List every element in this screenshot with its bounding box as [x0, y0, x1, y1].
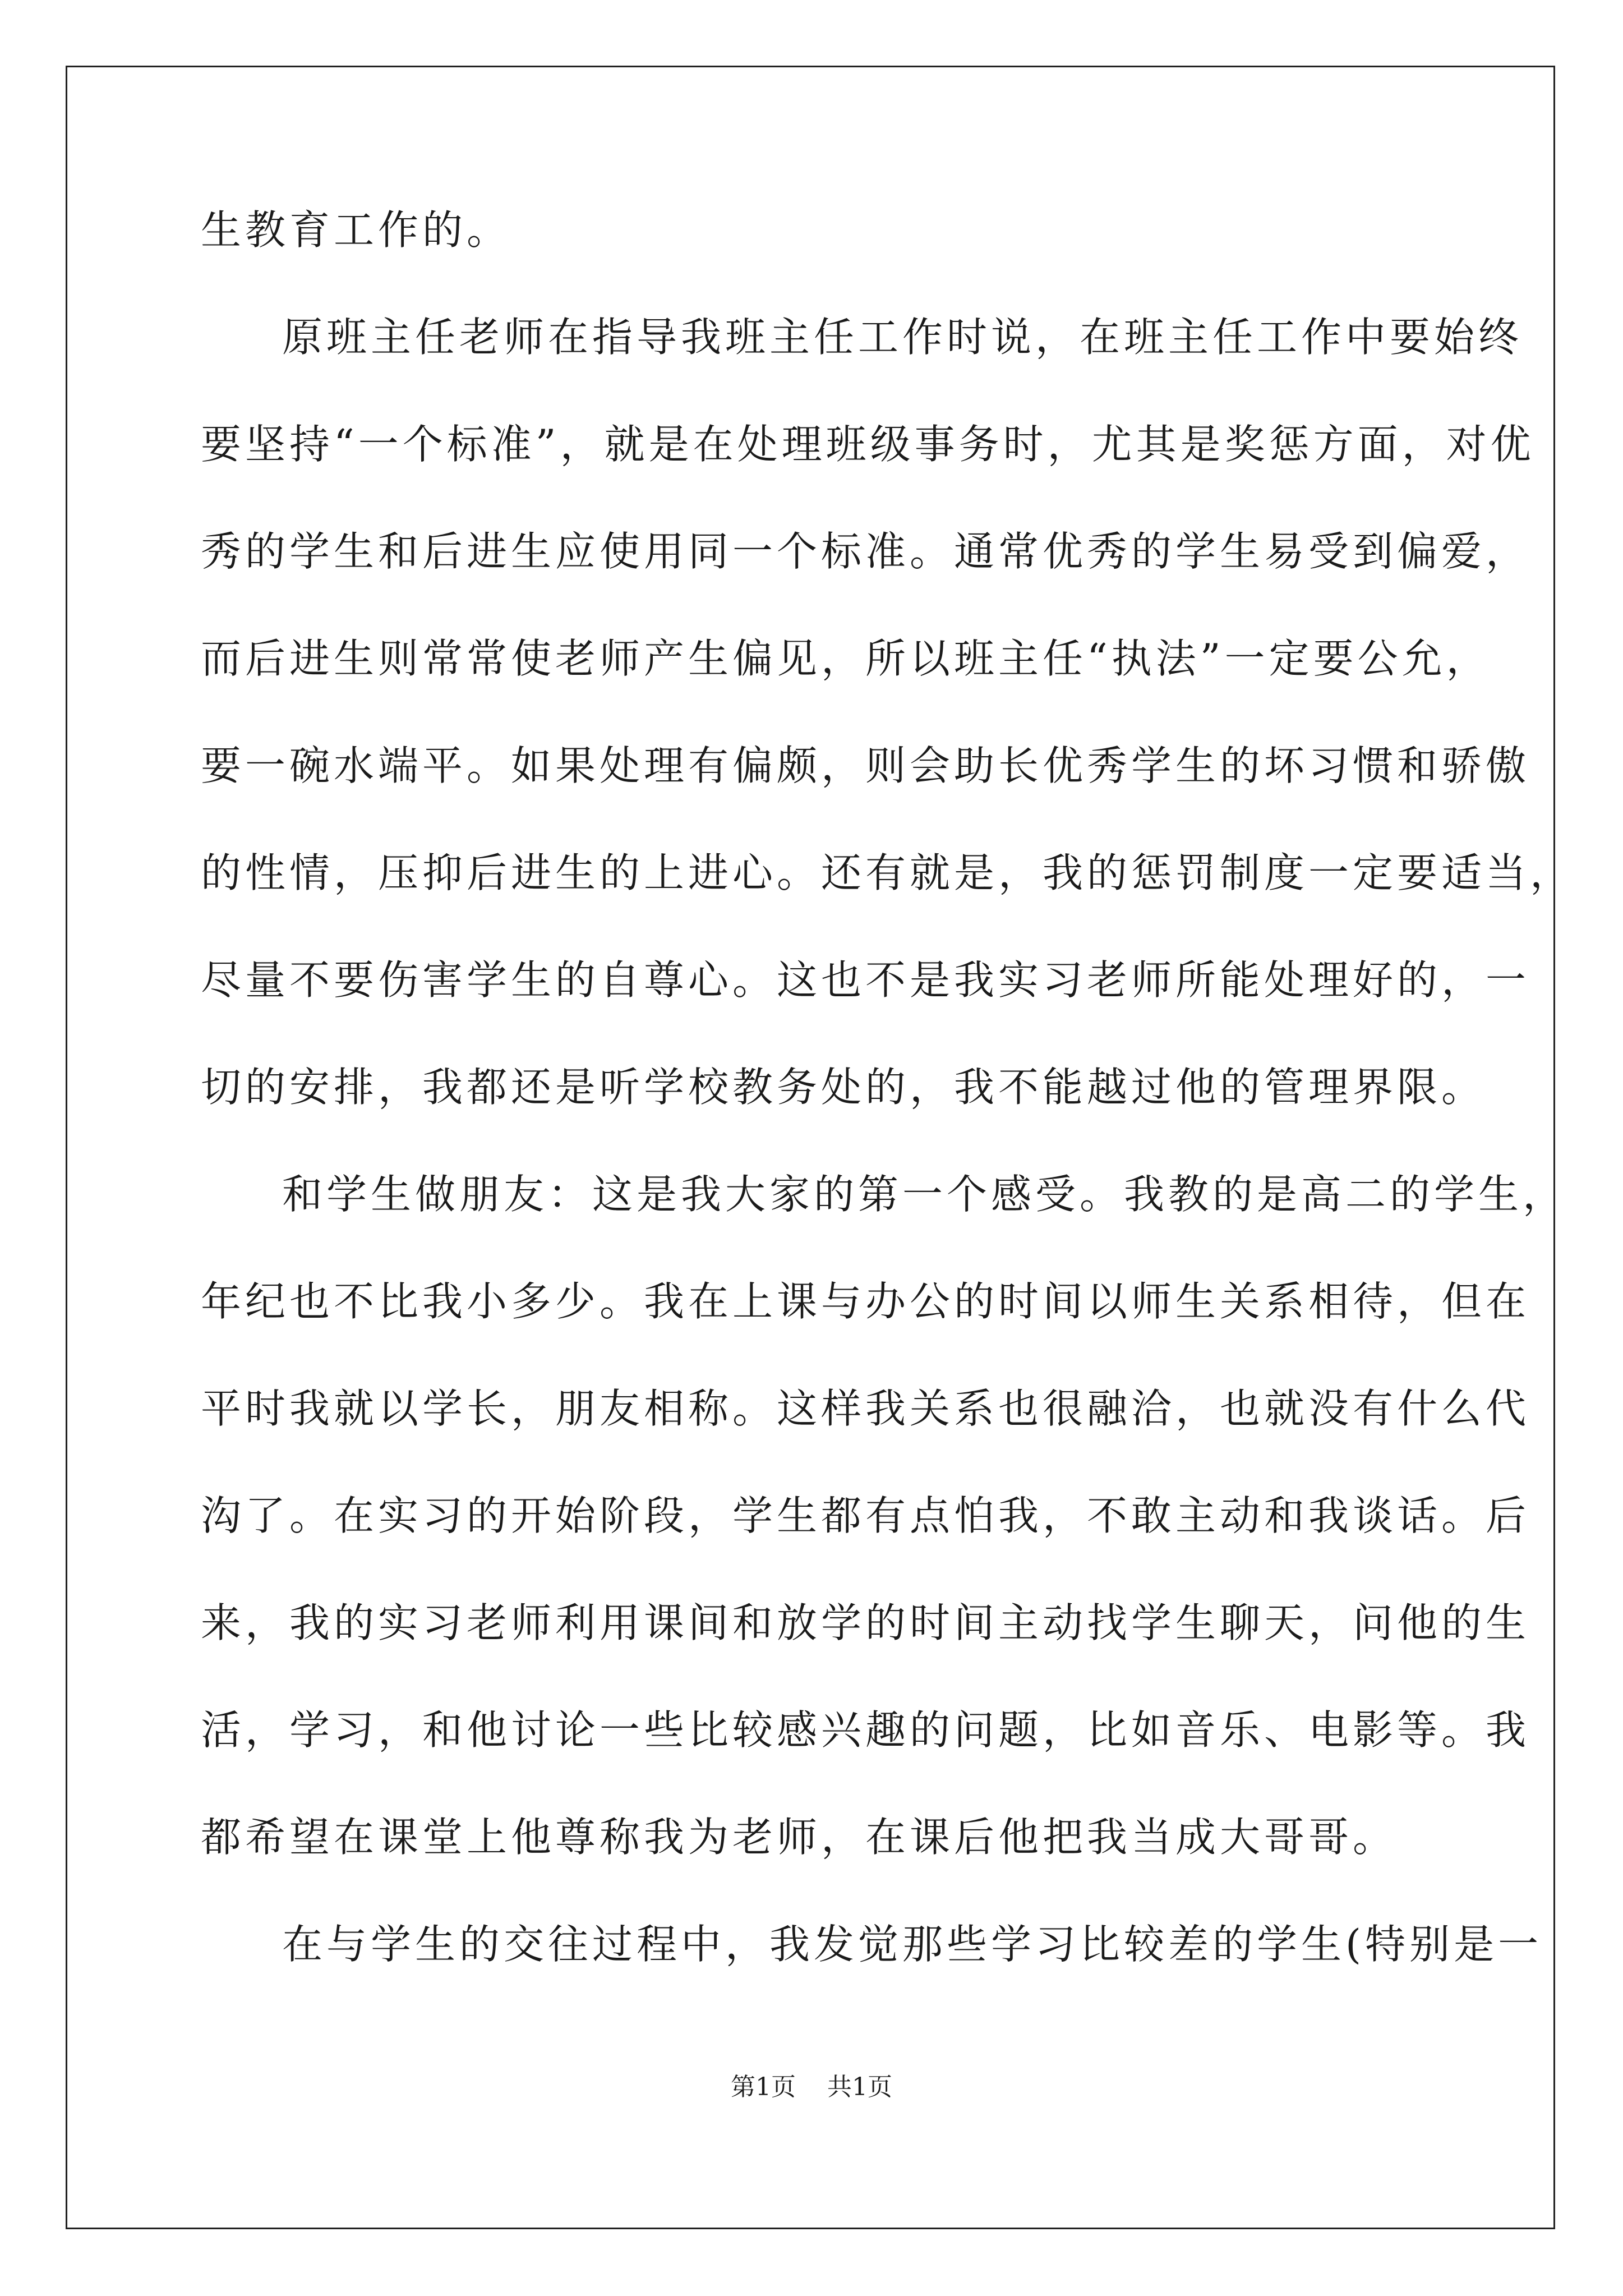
text-line-12: 平时我就以学长，朋友相称。这样我关系也很融洽，也就没有什么代	[201, 1385, 1530, 1432]
text-line-9: 切的安排，我都还是听学校教务处的，我不能越过他的管理界限。	[201, 1064, 1486, 1111]
text-line-8: 尽量不要伤害学生的自尊心。这也不是我实习老师所能处理好的，一	[201, 956, 1530, 1004]
text-line-7: 的性情，压抑后进生的上进心。还有就是，我的惩罚制度一定要适当，	[201, 849, 1575, 896]
text-line-11: 年纪也不比我小多少。我在上课与办公的时间以师生关系相待，但在	[201, 1278, 1530, 1325]
text-line-14: 来，我的实习老师利用课间和放学的时间主动找学生聊天，问他的生	[201, 1599, 1530, 1646]
text-line-10: 和学生做朋友：这是我大家的第一个感受。我教的是高二的学生，	[282, 1171, 1567, 1218]
text-line-6: 要一碗水端平。如果处理有偏颇，则会助长优秀学生的坏习惯和骄傲	[201, 742, 1530, 789]
text-line-13: 沟了。在实习的开始阶段，学生都有点怕我，不敢主动和我谈话。后	[201, 1492, 1530, 1539]
text-line-3: 要坚持“一个标准”，就是在处理班级事务时，尤其是奖惩方面，对优	[201, 421, 1535, 468]
text-line-2: 原班主任老师在指导我班主任工作时说，在班主任工作中要始终	[282, 314, 1523, 361]
text-line-4: 秀的学生和后进生应使用同一个标准。通常优秀的学生易受到偏爱，	[201, 528, 1530, 575]
text-line-16: 都希望在课堂上他尊称我为老师，在课后他把我当成大哥哥。	[201, 1814, 1398, 1861]
text-line-17: 在与学生的交往过程中，我发觉那些学习比较差的学生(特别是一	[282, 1921, 1543, 1968]
page-number: 第1页	[731, 2073, 796, 2101]
text-line-5: 而后进生则常常使老师产生偏见，所以班主任“执法”一定要公允，	[201, 635, 1491, 682]
page-footer	[0, 2072, 1623, 2103]
text-line-15: 活，学习，和他讨论一些比较感兴趣的问题，比如音乐、电影等。我	[201, 1706, 1530, 1754]
document-body	[201, 204, 1575, 2026]
page-total: 共1页	[827, 2073, 892, 2101]
text-line-1: 生教育工作的。	[201, 206, 511, 254]
